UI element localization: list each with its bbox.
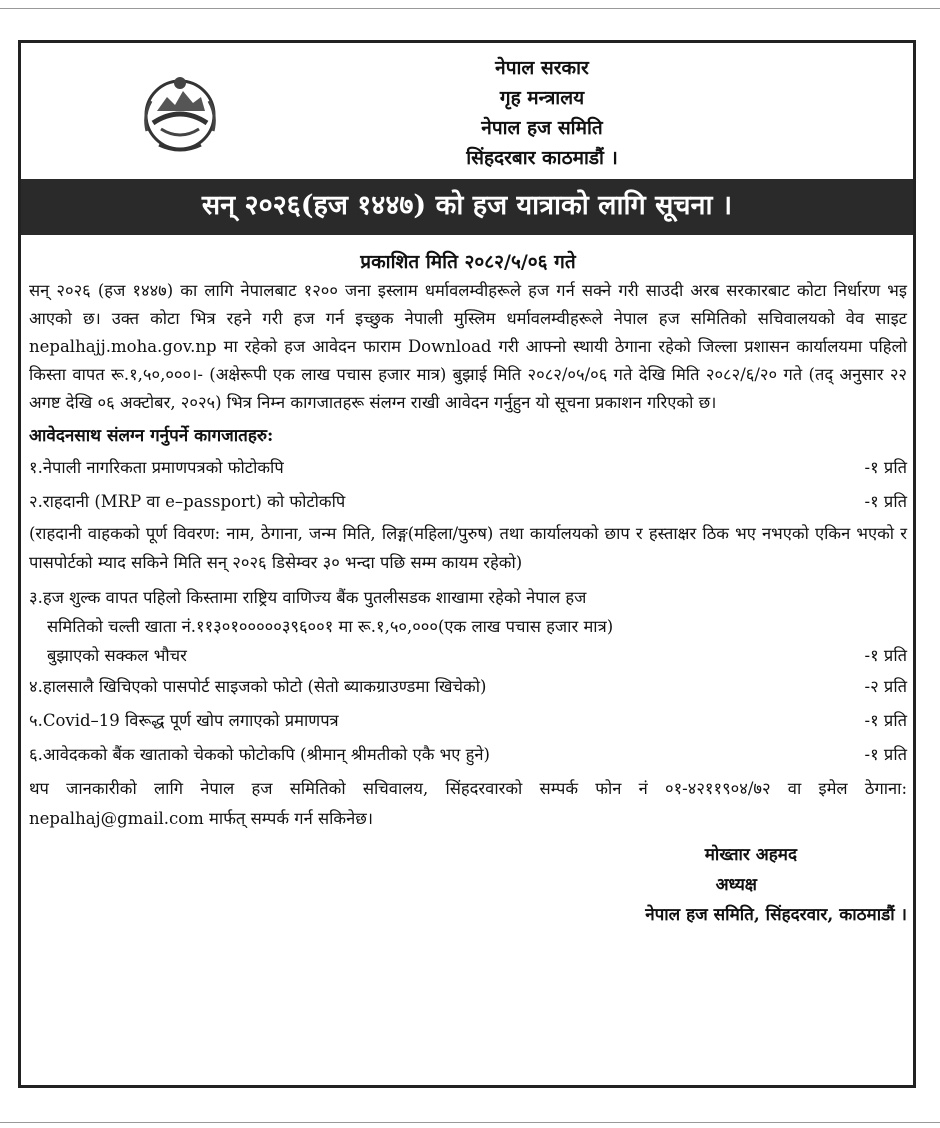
- header-line-ministry: गृह मन्त्रालय: [499, 87, 585, 109]
- document-copies: -१ प्रति: [864, 745, 907, 764]
- header-line-committee: नेपाल हज समिति: [481, 117, 603, 139]
- document-label-cont: समितिको चल्ती खाता नं.११३०१०००००३९६००१ मा रू.१,५०,०००(एक लाख पचास हजार मात्र): [47, 617, 614, 636]
- document-copies: -१ प्रति: [864, 492, 907, 511]
- intro-paragraph: सन् २०२६ (हज १४४७) का लागि नेपालबाट १२०० जना इस्लाम धर्मावलम्वीहरूले हज गर्न सक्ने गरी साउदी अरब सरकारबाट कोटा निर्धारण भइ आएको छ। उक्त कोटा भित्र रहने गरी हज गर्न इच्छुक नेपाली मुस्लिम धर्मावलम्वीहरूले नेपाल हज समितिको सचिवालयको वेव साइट nepalhajj.moha.gov.np मा रहेको हज आवेदन फाराम Download गरी आफ्नो स्थायी ठेगाना रहेको जिल्ला प्रशासन कार्यालयमा पहिलो किस्ता वापत रू.१,५०,०००।- (अक्षेरूपी एक लाख पचास हजार मात्र) बुझाई मिति २०८२/०५/०६ गते देखि मिति २०८२/६/२० गते (तद् अनुसार २२ अगष्ट देखि ०६ अक्टोबर, २०२५) भित्र निम्न कागजातहरू संलग्न राखी आवेदन गर्नुहुन यो सूचना प्रकाशन गरिएको छ।: [29, 281, 907, 412]
- document-copies: -१ प्रति: [864, 646, 907, 665]
- notice-body: [21, 235, 913, 930]
- document-item: [29, 485, 907, 519]
- signature-block: [29, 840, 907, 930]
- documents-title: आवेदनसाथ संलग्न गर्नुपर्ने कागजातहरु:: [29, 426, 274, 446]
- document-label: ५.Covid–19 विरूद्ध पूर्ण खोप लगाएको प्रमाणपत्र: [29, 711, 339, 730]
- signatory-office: नेपाल हज समिति, सिंहदरवार, काठमाडौं ।: [645, 905, 907, 925]
- document-label-cont: बुझाएको सक्कल भौचर: [47, 646, 187, 665]
- document-copies: -२ प्रति: [864, 677, 907, 696]
- document-item: [29, 704, 907, 738]
- document-item: [29, 451, 907, 485]
- header-line-address: सिंहदरबार काठमाडौं ।: [466, 147, 618, 169]
- bottom-rule: [0, 1122, 940, 1123]
- document-label: ४.हालसालै खिचिएको पासपोर्ट साइजको फोटो (सेतो ब्याकग्राउण्डमा खिचेको): [29, 677, 487, 696]
- published-date: प्रकाशित मिति २०८२/५/०६ गते: [360, 251, 576, 273]
- document-label: २.राहदानी (MRP वा e–passport) को फोटोकपि: [29, 492, 346, 511]
- notice-frame: [18, 40, 916, 1088]
- notice-header: [21, 43, 913, 179]
- signatory-name: मोख्तार अहमद: [704, 845, 797, 865]
- document-item: [29, 738, 907, 772]
- document-item: [29, 583, 907, 670]
- document-label: १.नेपाली नागरिकता प्रमाणपत्रको फोटोकपि: [29, 458, 284, 477]
- document-copies: -१ प्रति: [864, 458, 907, 477]
- passport-note: (राहदानी वाहकको पूर्ण विवरण: नाम, ठेगाना, जन्म मिति, लिङ्ग(महिला/पुरुष) तथा कार्यालयको छाप र हस्ताक्षर ठिक भए नभएको एकिन भएको र पासपोर्टको म्याद सकिने मिति सन् २०२६ डिसेम्वर ३० भन्दा पछि सम्म कायम रहेको): [29, 524, 907, 572]
- document-copies: -१ प्रति: [864, 711, 907, 730]
- document-label: ३.हज शुल्क वापत पहिलो किस्तामा राष्ट्रिय वाणिज्य बैंक पुतलीसडक शाखामा रहेको नेपाल हज: [29, 588, 587, 607]
- signatory-title: अध्यक्ष: [715, 875, 757, 895]
- contact-paragraph: थप जानकारीको लागि नेपाल हज समितिको सचिवालय, सिंहदरवारको सम्पर्क फोन नं ०१-४२११९०४/७२ वा इमेल ठेगाना: nepalhaj@gmail.com मार्फत् सम्पर्क गर्न सकिनेछ।: [29, 779, 907, 828]
- notice-title-banner: सन् २०२६(हज १४४७) को हज यात्राको लागि सूचना ।: [20, 179, 914, 235]
- top-rule: [0, 8, 940, 9]
- header-line-govt: नेपाल सरकार: [495, 57, 589, 79]
- document-item: [29, 670, 907, 704]
- document-label: ६.आवेदकको बैंक खाताको चेकको फोटोकपि (श्रीमान् श्रीमतीको एकै भए हुने): [29, 745, 490, 764]
